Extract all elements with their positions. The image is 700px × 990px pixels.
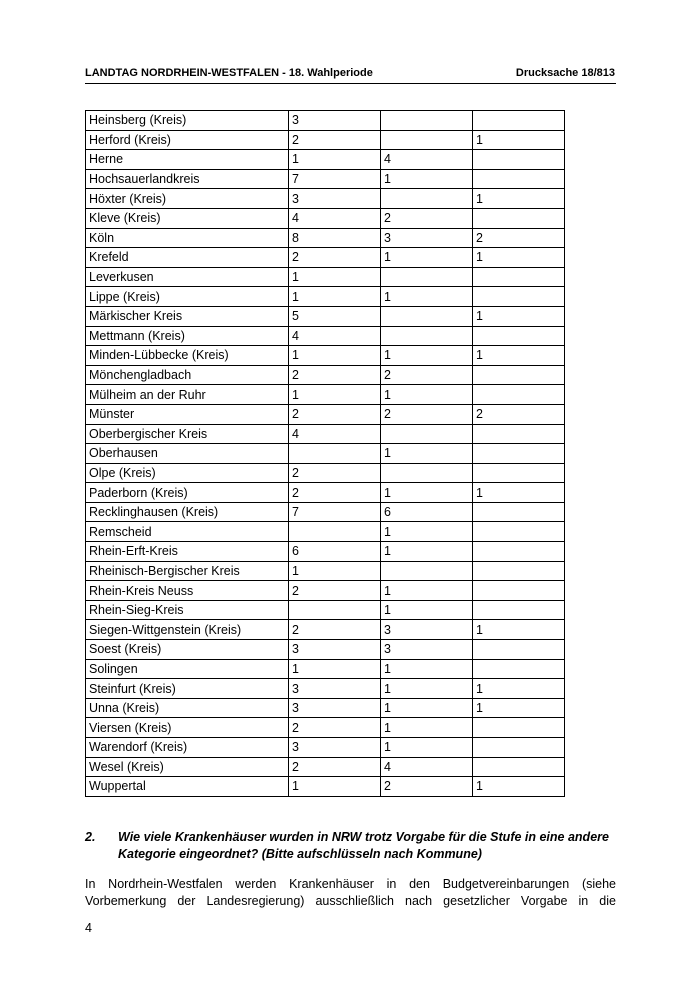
table-row bbox=[86, 659, 565, 679]
count-cell-col1: 2 bbox=[289, 581, 381, 601]
municipality-cell: Rhein-Erft-Kreis bbox=[86, 542, 289, 562]
header-title: LANDTAG NORDRHEIN-WESTFALEN - 18. Wahlperiode bbox=[85, 67, 373, 79]
count-cell-col3 bbox=[473, 287, 565, 307]
count-cell-col1 bbox=[289, 522, 381, 542]
count-cell-col3 bbox=[473, 444, 565, 464]
count-cell-col3: 1 bbox=[473, 130, 565, 150]
table-row bbox=[86, 581, 565, 601]
table-row bbox=[86, 718, 565, 738]
municipality-cell: Solingen bbox=[86, 659, 289, 679]
municipality-cell: Warendorf (Kreis) bbox=[86, 738, 289, 758]
municipality-cell: Kleve (Kreis) bbox=[86, 208, 289, 228]
municipality-cell: Mönchengladbach bbox=[86, 365, 289, 385]
table-row bbox=[86, 757, 565, 777]
municipality-cell: Mettmann (Kreis) bbox=[86, 326, 289, 346]
count-cell-col2: 6 bbox=[381, 502, 473, 522]
count-cell-col3 bbox=[473, 326, 565, 346]
count-cell-col3 bbox=[473, 502, 565, 522]
count-cell-col2 bbox=[381, 463, 473, 483]
count-cell-col1: 2 bbox=[289, 718, 381, 738]
count-cell-col3 bbox=[473, 150, 565, 170]
table-row bbox=[86, 326, 565, 346]
table-row bbox=[86, 542, 565, 562]
municipality-cell: Paderborn (Kreis) bbox=[86, 483, 289, 503]
count-cell-col2: 1 bbox=[381, 679, 473, 699]
count-cell-col2: 1 bbox=[381, 248, 473, 268]
count-cell-col2: 4 bbox=[381, 757, 473, 777]
count-cell-col3: 1 bbox=[473, 777, 565, 797]
count-cell-col2 bbox=[381, 326, 473, 346]
table-row bbox=[86, 640, 565, 660]
count-cell-col3: 1 bbox=[473, 346, 565, 366]
count-cell-col3 bbox=[473, 111, 565, 131]
count-cell-col1: 2 bbox=[289, 248, 381, 268]
count-cell-col1: 1 bbox=[289, 659, 381, 679]
municipality-cell: Hochsauerlandkreis bbox=[86, 169, 289, 189]
count-cell-col2 bbox=[381, 189, 473, 209]
table-row bbox=[86, 561, 565, 581]
table-row bbox=[86, 738, 565, 758]
count-cell-col3 bbox=[473, 424, 565, 444]
count-cell-col3 bbox=[473, 522, 565, 542]
municipality-cell: Oberhausen bbox=[86, 444, 289, 464]
count-cell-col1: 4 bbox=[289, 208, 381, 228]
count-cell-col1: 3 bbox=[289, 640, 381, 660]
count-cell-col2: 1 bbox=[381, 385, 473, 405]
count-cell-col2: 1 bbox=[381, 738, 473, 758]
count-cell-col2: 3 bbox=[381, 620, 473, 640]
count-cell-col1: 3 bbox=[289, 698, 381, 718]
count-cell-col1: 2 bbox=[289, 757, 381, 777]
count-cell-col3 bbox=[473, 640, 565, 660]
count-cell-col2: 1 bbox=[381, 522, 473, 542]
municipality-cell: Herford (Kreis) bbox=[86, 130, 289, 150]
municipality-cell: Minden-Lübbecke (Kreis) bbox=[86, 346, 289, 366]
table-row bbox=[86, 169, 565, 189]
count-cell-col1: 1 bbox=[289, 385, 381, 405]
municipality-cell: Viersen (Kreis) bbox=[86, 718, 289, 738]
count-cell-col3 bbox=[473, 659, 565, 679]
count-cell-col3: 2 bbox=[473, 228, 565, 248]
municipality-cell: Steinfurt (Kreis) bbox=[86, 679, 289, 699]
count-cell-col1: 3 bbox=[289, 738, 381, 758]
count-cell-col3 bbox=[473, 600, 565, 620]
count-cell-col3: 1 bbox=[473, 679, 565, 699]
count-cell-col2: 2 bbox=[381, 365, 473, 385]
count-cell-col2: 4 bbox=[381, 150, 473, 170]
municipality-cell: Rhein-Kreis Neuss bbox=[86, 581, 289, 601]
hospital-count-table bbox=[85, 110, 565, 797]
municipality-cell: Wuppertal bbox=[86, 777, 289, 797]
count-cell-col1: 8 bbox=[289, 228, 381, 248]
count-cell-col3: 1 bbox=[473, 248, 565, 268]
municipality-cell: Recklinghausen (Kreis) bbox=[86, 502, 289, 522]
municipality-cell: Höxter (Kreis) bbox=[86, 189, 289, 209]
count-cell-col3 bbox=[473, 581, 565, 601]
count-cell-col3: 1 bbox=[473, 189, 565, 209]
municipality-cell: Rhein-Sieg-Kreis bbox=[86, 600, 289, 620]
table-row bbox=[86, 111, 565, 131]
count-cell-col1: 7 bbox=[289, 502, 381, 522]
municipality-cell: Rheinisch-Bergischer Kreis bbox=[86, 561, 289, 581]
count-cell-col1: 4 bbox=[289, 424, 381, 444]
count-cell-col2 bbox=[381, 130, 473, 150]
count-cell-col3: 2 bbox=[473, 404, 565, 424]
count-cell-col2: 3 bbox=[381, 640, 473, 660]
question-number: 2. bbox=[85, 830, 96, 844]
count-cell-col1: 2 bbox=[289, 404, 381, 424]
count-cell-col2: 1 bbox=[381, 444, 473, 464]
table-row bbox=[86, 502, 565, 522]
table-row bbox=[86, 189, 565, 209]
count-cell-col3 bbox=[473, 757, 565, 777]
count-cell-col3 bbox=[473, 385, 565, 405]
municipality-cell: Köln bbox=[86, 228, 289, 248]
count-cell-col2 bbox=[381, 561, 473, 581]
municipality-cell: Siegen-Wittgenstein (Kreis) bbox=[86, 620, 289, 640]
count-cell-col1: 2 bbox=[289, 620, 381, 640]
table-row bbox=[86, 130, 565, 150]
municipality-cell: Märkischer Kreis bbox=[86, 306, 289, 326]
count-cell-col2: 1 bbox=[381, 718, 473, 738]
count-cell-col1: 6 bbox=[289, 542, 381, 562]
count-cell-col1: 1 bbox=[289, 561, 381, 581]
count-cell-col2 bbox=[381, 306, 473, 326]
municipality-cell: Herne bbox=[86, 150, 289, 170]
count-cell-col1 bbox=[289, 600, 381, 620]
count-cell-col3: 1 bbox=[473, 620, 565, 640]
count-cell-col2: 2 bbox=[381, 777, 473, 797]
page-number: 4 bbox=[85, 921, 92, 935]
table-row bbox=[86, 306, 565, 326]
table-row bbox=[86, 365, 565, 385]
table-row bbox=[86, 522, 565, 542]
count-cell-col1: 3 bbox=[289, 189, 381, 209]
municipality-cell: Münster bbox=[86, 404, 289, 424]
count-cell-col3 bbox=[473, 463, 565, 483]
count-cell-col2: 1 bbox=[381, 600, 473, 620]
count-cell-col2: 2 bbox=[381, 208, 473, 228]
count-cell-col1: 1 bbox=[289, 150, 381, 170]
count-cell-col2 bbox=[381, 424, 473, 444]
table-row bbox=[86, 698, 565, 718]
count-cell-col1: 4 bbox=[289, 326, 381, 346]
municipality-cell: Leverkusen bbox=[86, 267, 289, 287]
count-cell-col1 bbox=[289, 444, 381, 464]
table-row bbox=[86, 248, 565, 268]
municipality-cell: Krefeld bbox=[86, 248, 289, 268]
count-cell-col2: 1 bbox=[381, 698, 473, 718]
count-cell-col1: 3 bbox=[289, 111, 381, 131]
count-cell-col1: 1 bbox=[289, 267, 381, 287]
municipality-cell: Lippe (Kreis) bbox=[86, 287, 289, 307]
count-cell-col1: 2 bbox=[289, 130, 381, 150]
count-cell-col2: 1 bbox=[381, 483, 473, 503]
count-cell-col3: 1 bbox=[473, 306, 565, 326]
table-row bbox=[86, 208, 565, 228]
count-cell-col2: 1 bbox=[381, 346, 473, 366]
table-row bbox=[86, 483, 565, 503]
count-cell-col3 bbox=[473, 365, 565, 385]
count-cell-col3 bbox=[473, 267, 565, 287]
table-row bbox=[86, 228, 565, 248]
count-cell-col3 bbox=[473, 208, 565, 228]
table-row bbox=[86, 679, 565, 699]
count-cell-col1: 1 bbox=[289, 777, 381, 797]
count-cell-col2: 1 bbox=[381, 581, 473, 601]
table-row bbox=[86, 777, 565, 797]
count-cell-col2: 1 bbox=[381, 659, 473, 679]
municipality-cell: Oberbergischer Kreis bbox=[86, 424, 289, 444]
count-cell-col1: 2 bbox=[289, 483, 381, 503]
count-cell-col2 bbox=[381, 267, 473, 287]
table-row bbox=[86, 385, 565, 405]
question-text: Wie viele Krankenhäuser wurden in NRW trotz Vorgabe für die Stufe in eine andere Kategorie eingeordnet? (Bitte aufschlüsseln nach Kommune) bbox=[118, 830, 609, 861]
count-cell-col1: 2 bbox=[289, 463, 381, 483]
count-cell-col1: 7 bbox=[289, 169, 381, 189]
count-cell-col2: 1 bbox=[381, 287, 473, 307]
municipality-cell: Remscheid bbox=[86, 522, 289, 542]
municipality-cell: Wesel (Kreis) bbox=[86, 757, 289, 777]
table-row bbox=[86, 463, 565, 483]
answer-paragraph: In Nordrhein-Westfalen werden Krankenhäuser in den Budgetvereinbarungen (siehe Vorbemerkung der Landesregierung) ausschließlich nach gesetzlicher Vorgabe in die bbox=[85, 877, 616, 908]
table-row bbox=[86, 404, 565, 424]
table-row bbox=[86, 346, 565, 366]
municipality-cell: Heinsberg (Kreis) bbox=[86, 111, 289, 131]
count-cell-col1: 2 bbox=[289, 365, 381, 385]
count-cell-col1: 3 bbox=[289, 679, 381, 699]
table-row bbox=[86, 620, 565, 640]
count-cell-col1: 1 bbox=[289, 287, 381, 307]
document-number: Drucksache 18/813 bbox=[515, 67, 615, 79]
count-cell-col2: 1 bbox=[381, 169, 473, 189]
table-row bbox=[86, 150, 565, 170]
count-cell-col3 bbox=[473, 718, 565, 738]
count-cell-col1: 5 bbox=[289, 306, 381, 326]
municipality-cell: Mülheim an der Ruhr bbox=[86, 385, 289, 405]
count-cell-col1: 1 bbox=[289, 346, 381, 366]
municipality-cell: Unna (Kreis) bbox=[86, 698, 289, 718]
count-cell-col2: 1 bbox=[381, 542, 473, 562]
count-cell-col3: 1 bbox=[473, 483, 565, 503]
count-cell-col2 bbox=[381, 111, 473, 131]
count-cell-col3 bbox=[473, 738, 565, 758]
table-row bbox=[86, 267, 565, 287]
table-row bbox=[86, 424, 565, 444]
table-body bbox=[86, 111, 565, 797]
table-row bbox=[86, 287, 565, 307]
municipality-cell: Olpe (Kreis) bbox=[86, 463, 289, 483]
count-cell-col2: 3 bbox=[381, 228, 473, 248]
count-cell-col2: 2 bbox=[381, 404, 473, 424]
count-cell-col3: 1 bbox=[473, 698, 565, 718]
count-cell-col3 bbox=[473, 169, 565, 189]
municipality-cell: Soest (Kreis) bbox=[86, 640, 289, 660]
header-divider bbox=[85, 83, 616, 84]
table-row bbox=[86, 600, 565, 620]
table-row bbox=[86, 444, 565, 464]
count-cell-col3 bbox=[473, 561, 565, 581]
count-cell-col3 bbox=[473, 542, 565, 562]
